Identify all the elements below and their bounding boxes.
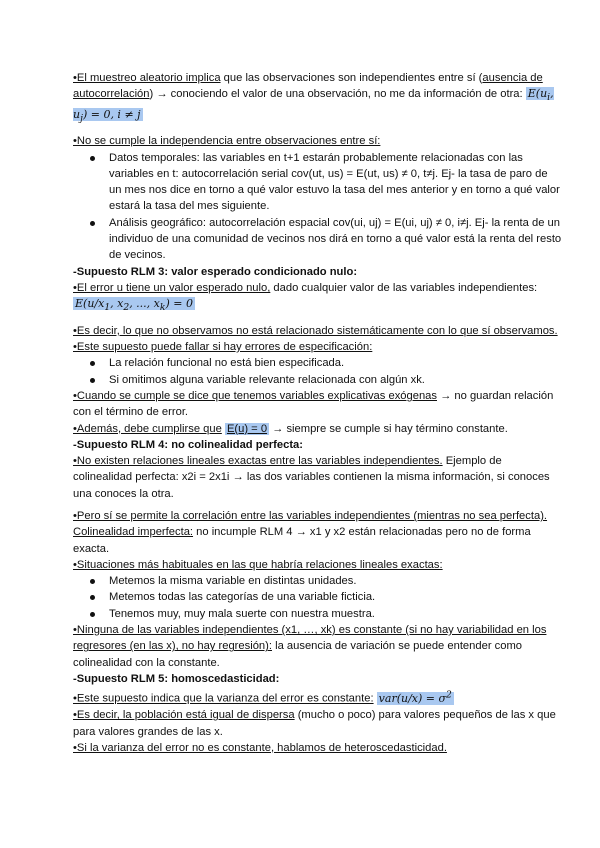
text: (mucho o poco) para valores pequeños de las x que para valores grandes de las x.: [73, 709, 556, 738]
list-item: Análisis geográfico: autocorrelación espacial cov(ui, uj) = E(ui, uj) ≠ 0, i≠j. Ej- la renta de un individuo de una comunidad de vecinos nos dirá en torno a qué valor está la renta del resto de vecinos.: [109, 215, 563, 264]
paragraph-random-sampling: [73, 70, 563, 127]
list-item: Datos temporales: las variables en t+1 estarán probablemente relacionadas con las variables en t: autocorrelación serial cov(ut, us) = E(ut, us) ≠ 0, t≠j. Ej- la tasa de paro de un mes nos dice en torno a qué valor estuvo la tasa del mes anterior y en torno a qué valor estará la tasa del mes siguiente.: [109, 150, 563, 215]
paragraph-imperfect-collinearity: [73, 508, 563, 557]
bullet-list-specification: [73, 355, 563, 388]
paragraph-no-exact-relations: [73, 453, 563, 502]
underlined-text: •Es decir, la población está igual de dispersa: [73, 709, 295, 722]
paragraph-constant-variance: [73, 687, 563, 707]
paragraph-independence-violation: [73, 133, 563, 149]
list-item: La relación funcional no está bien especificada.: [109, 355, 563, 371]
text: la ausencia de variación se puede entender como colinealidad con la constante.: [73, 640, 523, 669]
heading-rlm4: -Supuesto RLM 4: no colinealidad perfecta:: [73, 438, 303, 451]
underlined-text: •Ninguna de las variables independientes (x1, …, xk) es constante (si no hay variabilidad en los regresores (en las x), no hay regresión):: [73, 624, 547, 653]
underlined-text: •Además, debe cumplirse que: [73, 422, 222, 435]
paragraph-zero-mean-error: [73, 280, 563, 317]
text: → siempre se cumple si hay término constante.: [269, 422, 508, 435]
paragraph-specification-errors: [73, 339, 563, 355]
heading-rlm5: -Supuesto RLM 5: homoscedasticidad:: [73, 672, 280, 685]
underlined-text: ausencia de autocorrelación: [73, 72, 543, 101]
text: Ejemplo de colinealidad perfecta: x2i = 2x1i → las dos variables contienen la misma información, si conoces una conoces la otra.: [73, 455, 550, 500]
underlined-text: •Este supuesto indica que la varianza del error es constante:: [73, 692, 374, 705]
paragraph-common-situations: [73, 557, 563, 573]
text: que las observaciones son independientes entre sí (: [220, 72, 483, 84]
text: dado cualquier valor de las variables independientes:: [270, 281, 538, 294]
paragraph-equal-dispersion: [73, 707, 563, 740]
underlined-text: •El muestreo aleatorio implica: [73, 72, 221, 84]
paragraph-expected-zero: [73, 421, 563, 437]
heading-rlm3: -Supuesto RLM 3: valor esperado condicionado nulo:: [73, 265, 358, 278]
underlined-text: •No existen relaciones lineales exactas entre las variables independientes.: [73, 455, 443, 468]
text: ) → conociendo el valor de una observación, no me da información de otra:: [149, 88, 526, 101]
underlined-text: •Este supuesto puede fallar si hay errores de especificación:: [73, 341, 373, 354]
underlined-text: •El error u tiene un valor esperado nulo,: [73, 281, 271, 294]
text: → no guardan relación con el término de error.: [73, 389, 554, 419]
underlined-text: •No se cumple la independencia entre observaciones entre sí:: [73, 135, 381, 148]
highlighted-formula: E(u) = 0: [226, 422, 268, 435]
paragraph-unobserved: [73, 323, 563, 339]
math-variance: $var(u/x) = \sigma^2$: [378, 689, 452, 705]
math-independence: $E(u_i$, $u_j) = 0$, i ≠ j: [73, 87, 554, 124]
underlined-text: •Cuando se cumple se dice que tenemos variables explicativas exógenas: [73, 389, 437, 402]
list-item: Metemos todas las categorías de una variable ficticia.: [109, 589, 563, 605]
document-body: [73, 70, 563, 756]
underlined-text: •Pero sí se permite la correlación entre las variables independientes (mientras no sea perfecta). Colinealidad imperfecta:: [73, 509, 548, 539]
text: no incumple RLM 4 → x1 y x2 están relacionadas pero no de forma exacta.: [73, 526, 531, 555]
math-conditional-mean: $E(u/x_1$, $x_2$, ..., $x_k) = 0$: [75, 297, 193, 314]
underlined-text: •Es decir, lo que no observamos no está relacionado sistemáticamente con lo que sí observamos.: [73, 324, 558, 337]
underlined-text: •Situaciones más habituales en las que habría relaciones lineales exactas:: [73, 558, 443, 571]
list-item: Metemos la misma variable en distintas unidades.: [109, 573, 563, 589]
list-item: Tenemos muy, muy mala suerte con nuestra muestra.: [109, 606, 563, 622]
bullet-list-violations: [73, 150, 563, 264]
underlined-text: •Si la varianza del error no es constante, hablamos de heteroscedasticidad.: [73, 741, 447, 754]
paragraph-heteroscedasticity: [73, 740, 563, 756]
bullet-list-situations: [73, 573, 563, 622]
list-item: Si omitimos alguna variable relevante relacionada con algún xk.: [109, 372, 563, 388]
paragraph-no-constant-vars: [73, 622, 563, 671]
paragraph-exogenous: [73, 388, 563, 421]
